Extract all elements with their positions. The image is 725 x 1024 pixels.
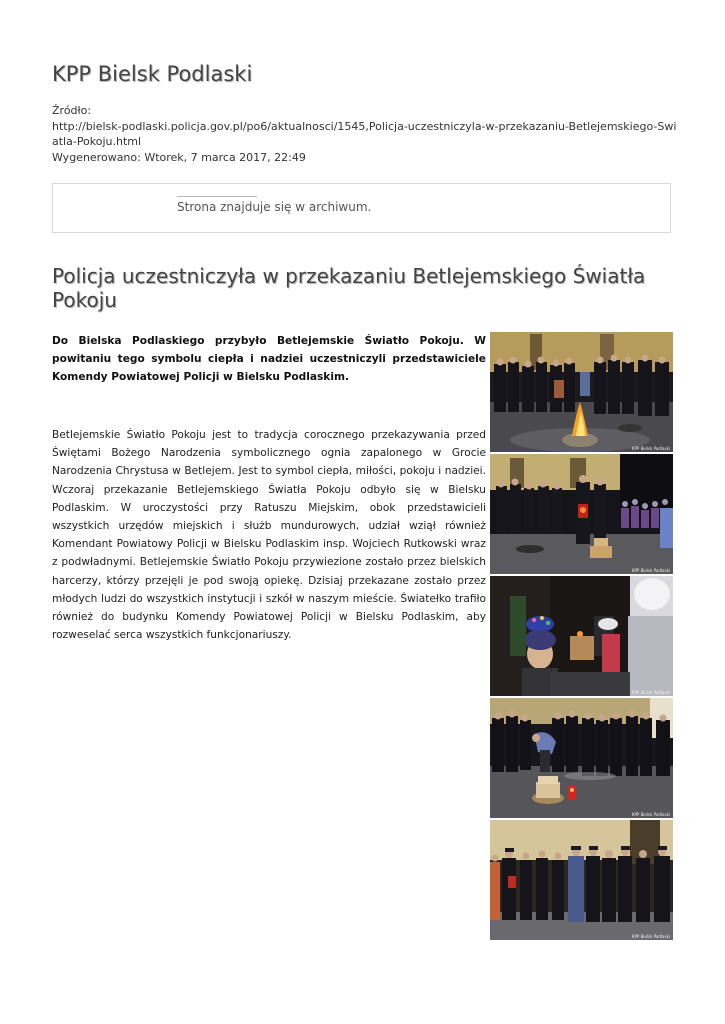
archive-notice: Strona znajduje się w archiwum. bbox=[177, 200, 372, 214]
document-meta bbox=[52, 103, 677, 165]
archive-divider bbox=[177, 196, 257, 197]
article-body: Betlejemskie Światło Pokoju jest to tradycja corocznego przekazywania przed Świętami Bożego Narodzenia symbolicznego ognia zapalonego w Grocie Narodzenia Chrystusa w Betlejem. Jest to symbol ciepła, miłości, pokoju i nadziei. Wczoraj przekazanie Betlejemskiego Światła Pokoju odbyło się w Bielsku Podlaskim. W uroczystości przy Ratuszu Miejskim, obok przedstawicieli wszystkich urzędów miejskich i służb mundurowych, udział wziął również Komendant Powiatowy Policji w Bielsku Podlaskim insp. Wojciech Rutkowski wraz z podwładnymi. Betlejemskie Światło Pokoju przywiezione zostało przez bielskich harcerzy, którzy przejęli je pod swoją opiekę. Dzisiaj przekazane zostało przez młodych ludzi do wszystkich instytucji i szkół w naszym mieście. Światełko trafiło również do budynku Komendy Powiatowej Policji w Bielsku Podlaskim, aby rozweselać serca wszystkich funkcjonariuszy. bbox=[52, 429, 486, 642]
photo-children-scouts[interactable] bbox=[490, 576, 673, 696]
article-lead: Do Bielska Podlaskiego przybyło Betlejemskie Światło Pokoju. W powitaniu tego symbolu ciepła i nadziei uczestniczyli przedstawiciele Komendy Powiatowej Policji w Bielsku Podlaskim. bbox=[52, 335, 486, 384]
photo-officials-with-lantern[interactable] bbox=[490, 454, 673, 574]
source-url[interactable]: http://bielsk-podlaski.policja.gov.pl/po6/aktualnosci/1545,Policja-uczestniczyla-w-przekazaniu-Betlejemskiego-Swiatla-Pokoju.html bbox=[52, 119, 677, 148]
photo-group-of-officials[interactable] bbox=[490, 820, 673, 940]
generated-timestamp: Wygenerowano: Wtorek, 7 marca 2017, 22:49 bbox=[52, 150, 306, 164]
photo-crowd-around-fire[interactable] bbox=[490, 332, 673, 452]
photo-watermark: KPP Bielsk Podlaski bbox=[631, 934, 670, 939]
article-title: Policja uczestniczyła w przekazaniu Betlejemskiego Światła Pokoju bbox=[52, 264, 646, 312]
photo-gallery bbox=[490, 332, 673, 942]
photo-watermark: KPP Bielsk Podlaski bbox=[631, 690, 670, 695]
photo-lighting-candles[interactable] bbox=[490, 698, 673, 818]
photo-watermark: KPP Bielsk Podlaski bbox=[631, 446, 670, 451]
photo-watermark: KPP Bielsk Podlaski bbox=[631, 812, 670, 817]
source-label: Źródło: bbox=[52, 104, 92, 117]
photo-watermark: KPP Bielsk Podlaski bbox=[631, 568, 670, 573]
site-title: KPP Bielsk Podlaski bbox=[52, 62, 253, 86]
archive-notice-box bbox=[52, 183, 671, 233]
